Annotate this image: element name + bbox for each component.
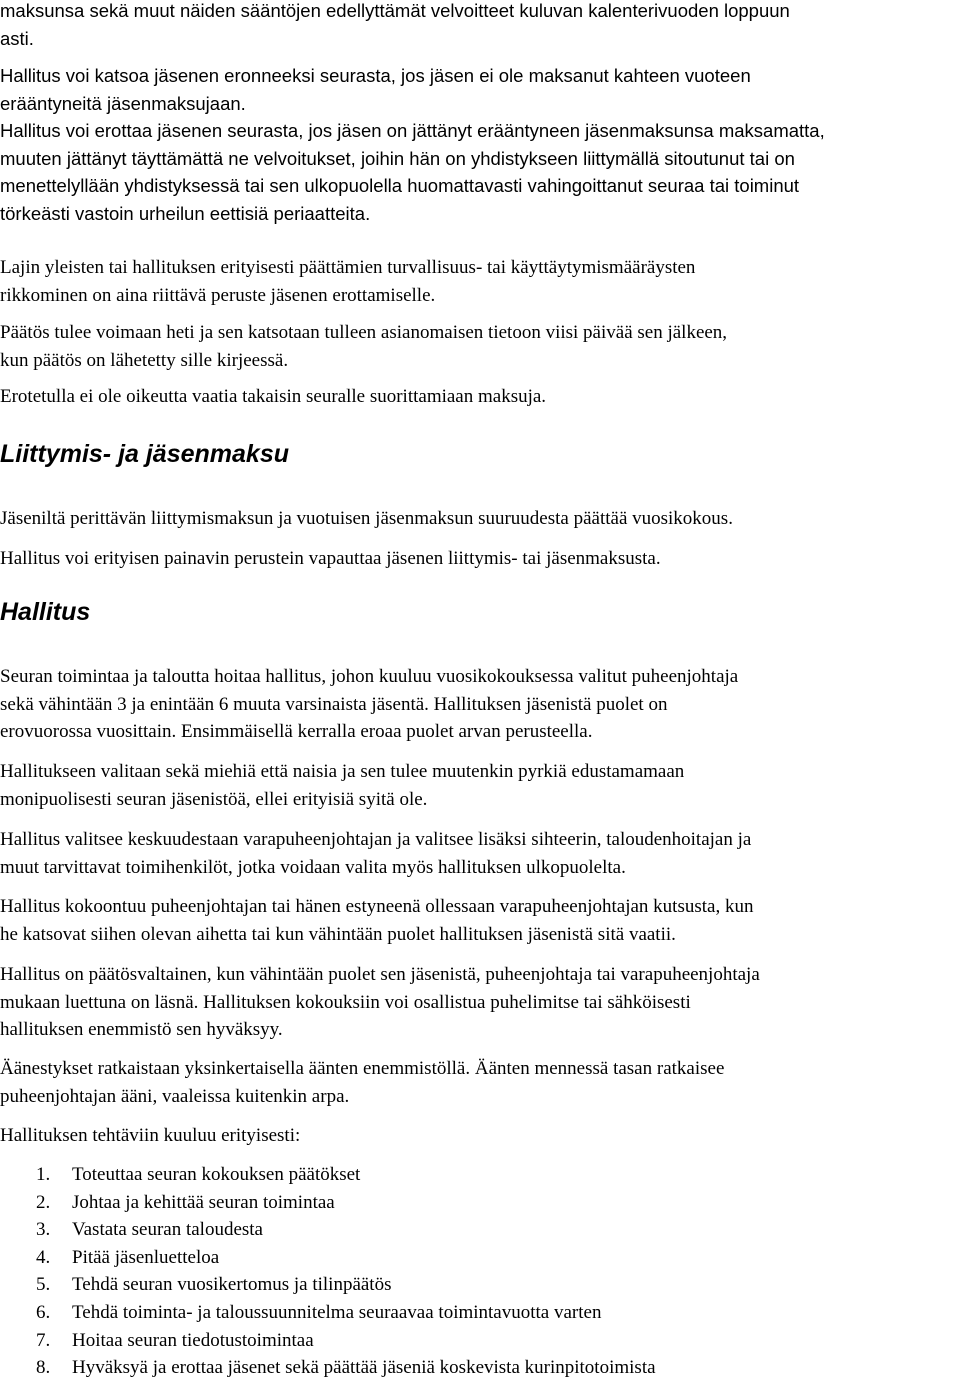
list-item-text: Tehdä seuran vuosikertomus ja tilinpäätös (72, 1274, 392, 1296)
list-item (0, 1161, 656, 1189)
paragraph-voting (0, 1055, 960, 1110)
list-item (0, 1299, 656, 1327)
text-line: puheenjohtajan ääni, vaaleissa kuitenkin arpa. (0, 1085, 350, 1107)
paragraph-quorum (0, 961, 960, 1044)
list-number: 5. (36, 1274, 51, 1296)
list-item-text: Toteuttaa seuran kokouksen päätökset (72, 1164, 361, 1185)
text-line: Äänestykset ratkaistaan yksinkertaisella äänten enemmistöllä. Äänten mennessä tasan ratkaisee (0, 1058, 725, 1079)
text-line: Hallitus kokoontuu puheenjohtajan tai hänen estyneenä ollessaan varapuheenjohtajan kutsusta, kun (0, 896, 754, 917)
text-line: Hallitus on päätösvaltainen, kun vähintään puolet sen jäsenistä, puheenjohtaja tai varapuheenjohtaja (0, 964, 760, 985)
list-item (0, 1327, 656, 1355)
list-item (0, 1189, 656, 1217)
text-line: Lajin yleisten tai hallituksen erityisesti päättämien turvallisuus- tai käyttäytymismääräysten (0, 257, 696, 278)
text-line: Jäseniltä perittävän liittymismaksun ja vuotuisen jäsenmaksun suuruudesta päättää vuosikokous. (0, 508, 733, 529)
text-line: Hallitus voi katsoa jäsenen eronneeksi seurasta, jos jäsen ei ole maksanut kahteen vuoteen (0, 65, 751, 86)
paragraph-resignation (0, 62, 960, 117)
text-line: hallituksen enemmistö sen hyväksyy. (0, 1019, 283, 1040)
list-number: 7. (36, 1329, 51, 1351)
text-line: Hallitukseen valitaan sekä miehiä että naisia ja sen tulee muutenkin pyrkiä edustamamaan (0, 761, 685, 782)
list-item (0, 1354, 656, 1382)
text-line: erääntyneitä jäsenmaksujaan. (0, 92, 246, 114)
list-item-text: Hoitaa seuran tiedotustoimintaa (72, 1329, 314, 1351)
text-line: Erotetulla ei ole oikeutta vaatia takaisin seuralle suorittamiaan maksuja. (0, 386, 547, 407)
text-line: maksunsa sekä muut näiden sääntöjen edellyttämät velvoitteet kuluvan kalenterivuoden loppuun (0, 0, 790, 21)
paragraph-meetings (0, 893, 960, 948)
list-item (0, 1216, 656, 1244)
list-number: 3. (36, 1219, 51, 1241)
paragraph-expulsion (0, 117, 960, 227)
list-number: 6. (36, 1301, 51, 1323)
text-line: Hallitus voi erityisen painavin perustein vapauttaa jäsenen liittymis- tai jäsenmaksusta. (0, 548, 661, 569)
list-number: 4. (36, 1246, 51, 1268)
list-number: 1. (36, 1164, 51, 1185)
text-line: Päätös tulee voimaan heti ja sen katsotaan tulleen asianomaisen tietoon viisi päivää sen jälkeen, (0, 322, 728, 343)
text-line: Hallitus valitsee keskuudestaan varapuheenjohtajan ja valitsee lisäksi sihteerin, taloudenhoitajan ja (0, 829, 752, 850)
paragraph-fee-decision (0, 505, 960, 533)
list-item (0, 1244, 656, 1272)
list-item (0, 1271, 656, 1299)
board-duties-list (0, 1161, 656, 1382)
paragraph-obligations-end (0, 0, 960, 52)
text-line: monipuolisesti seuran jäsenistöä, ellei erityisiä syitä ole. (0, 788, 428, 810)
text-line: Seuran toimintaa ja taloutta hoitaa hallitus, johon kuuluu vuosikokouksessa valitut puheenjohtaja (0, 666, 739, 687)
text-line: törkeästi vastoin urheilun eettisiä periaatteita. (0, 202, 371, 224)
text-line: menettelyllään yhdistyksessä tai sen ulkopuolella huomattavasti vahingoittanut seuraa tai toiminut (0, 175, 800, 196)
text-line: mukaan luettuna on läsnä. Hallituksen kokouksiin voi osallistua puhelimitse tai sähköisesti (0, 991, 691, 1013)
section-heading-fees: Liittymis- ja jäsenmaksu (0, 440, 290, 468)
paragraph-safety-rules (0, 254, 960, 309)
paragraph-fee-exemption (0, 545, 960, 573)
text-line: he katsovat siihen olevan aihetta tai kun vähintään puolet hallituksen jäsenistä sitä vaatii. (0, 923, 676, 945)
text-line: rikkominen on aina riittävä peruste jäsenen erottamiselle. (0, 284, 436, 306)
paragraph-no-refund (0, 383, 960, 411)
text-line: Hallitus voi erottaa jäsenen seurasta, jos jäsen on jättänyt erääntyneen jäsenmaksunsa maksamatta, (0, 120, 825, 141)
list-item-text: Tehdä toiminta- ja taloussuunnitelma seuraavaa toimintavuotta varten (72, 1301, 602, 1323)
list-number: 8. (36, 1357, 51, 1379)
list-item-text: Vastata seuran taloudesta (72, 1219, 263, 1241)
text-line: sekä vähintään 3 ja enintään 6 muuta varsinaista jäsentä. Hallituksen jäsenistä puolet on (0, 693, 668, 715)
text-line: muuten jättänyt täyttämättä ne velvoitukset, joihin hän on yhdistykseen liittymällä sitoutunut tai on (0, 147, 795, 169)
list-item-text: Pitää jäsenluetteloa (72, 1246, 220, 1268)
paragraph-duties-intro (0, 1122, 960, 1150)
text-line: muut tarvittavat toimihenkilöt, jotka voidaan valita myös hallituksen ulkopuolelta. (0, 856, 626, 878)
text-line: kun päätös on lähetetty sille kirjeessä. (0, 349, 289, 371)
text-line: asti. (0, 27, 34, 49)
text-line: erovuorossa vuosittain. Ensimmäisellä kerralla eroaa puolet arvan perusteella. (0, 721, 593, 742)
list-number: 2. (36, 1191, 51, 1213)
section-heading-board: Hallitus (0, 598, 91, 626)
paragraph-board-diversity (0, 758, 960, 813)
paragraph-board-composition (0, 663, 960, 746)
text-line: Hallituksen tehtäviin kuuluu erityisesti: (0, 1125, 301, 1146)
paragraph-decision-effect (0, 319, 960, 374)
paragraph-officers (0, 826, 960, 881)
list-item-text: Johtaa ja kehittää seuran toimintaa (72, 1191, 335, 1213)
list-item-text: Hyväksyä ja erottaa jäsenet sekä päättää jäseniä koskevista kurinpitotoimista (72, 1357, 656, 1379)
